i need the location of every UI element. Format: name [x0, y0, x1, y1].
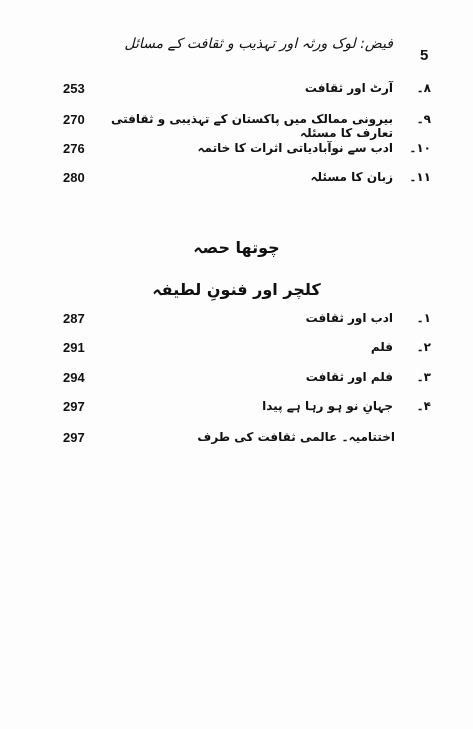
- toc-entry[interactable]: [0, 141, 473, 163]
- running-header-title: فیض: لوک ورثہ اور تہذیب و ثقافت کے مسائل: [124, 36, 393, 52]
- section-heading: چوتھا حصہ: [193, 238, 280, 257]
- toc-page-number: 280: [63, 170, 85, 185]
- toc-entry-title: ادب سے نوآبادیاتی اثرات کا خاتمہ: [197, 141, 393, 155]
- toc-page-number: 253: [63, 81, 85, 96]
- toc-entry-title: فلم اور ثقافت: [305, 370, 393, 384]
- toc-entry-title: ادب اور ثقافت: [305, 311, 393, 325]
- toc-entry-index: ۱۔: [416, 311, 431, 325]
- toc-entry[interactable]: [0, 340, 473, 362]
- toc-entry-title: جہانِ نو ہو رہا ہے پیدا: [262, 399, 393, 413]
- toc-entry-index: ۹۔: [416, 112, 431, 126]
- toc-page-number: 297: [63, 399, 85, 414]
- toc-entry-title: زبان کا مسئلہ: [310, 170, 393, 184]
- toc-page-number: 297: [63, 430, 85, 445]
- toc-entry-index: ۳۔: [416, 370, 431, 384]
- toc-entry-index: ۲۔: [416, 340, 431, 354]
- toc-entry-title: اختتامیہ۔ عالمی ثقافت کی طرف: [197, 430, 395, 444]
- toc-page-number: 294: [63, 370, 85, 385]
- toc-page-number: 291: [63, 340, 85, 355]
- toc-entry-title: آرٹ اور ثقافت: [304, 81, 393, 95]
- section-subheading: کلچر اور فنونِ لطیفہ: [152, 280, 321, 299]
- toc-entry-title: فلم: [370, 340, 393, 354]
- toc-entry-closing[interactable]: [0, 430, 473, 452]
- toc-page-number: 276: [63, 141, 85, 156]
- toc-page-number: 287: [63, 311, 85, 326]
- toc-entry-index: ۸۔: [416, 81, 431, 95]
- toc-entry[interactable]: [0, 112, 473, 140]
- toc-entry[interactable]: [0, 311, 473, 333]
- page-number: 5: [420, 47, 429, 64]
- toc-page-number: 270: [63, 112, 85, 127]
- toc-entry-index: ۱۱۔: [409, 170, 431, 184]
- toc-entry-index: ۱۰۔: [409, 141, 431, 155]
- toc-entry-title: بیرونی ممالک میں پاکستان کے تہذیبی و ثقافتی تعارف کا مسئلہ: [111, 112, 393, 140]
- toc-entry[interactable]: [0, 370, 473, 392]
- toc-entry-index: ۴۔: [416, 399, 431, 413]
- toc-entry[interactable]: [0, 81, 473, 103]
- toc-entry[interactable]: [0, 399, 473, 421]
- toc-entry[interactable]: [0, 170, 473, 192]
